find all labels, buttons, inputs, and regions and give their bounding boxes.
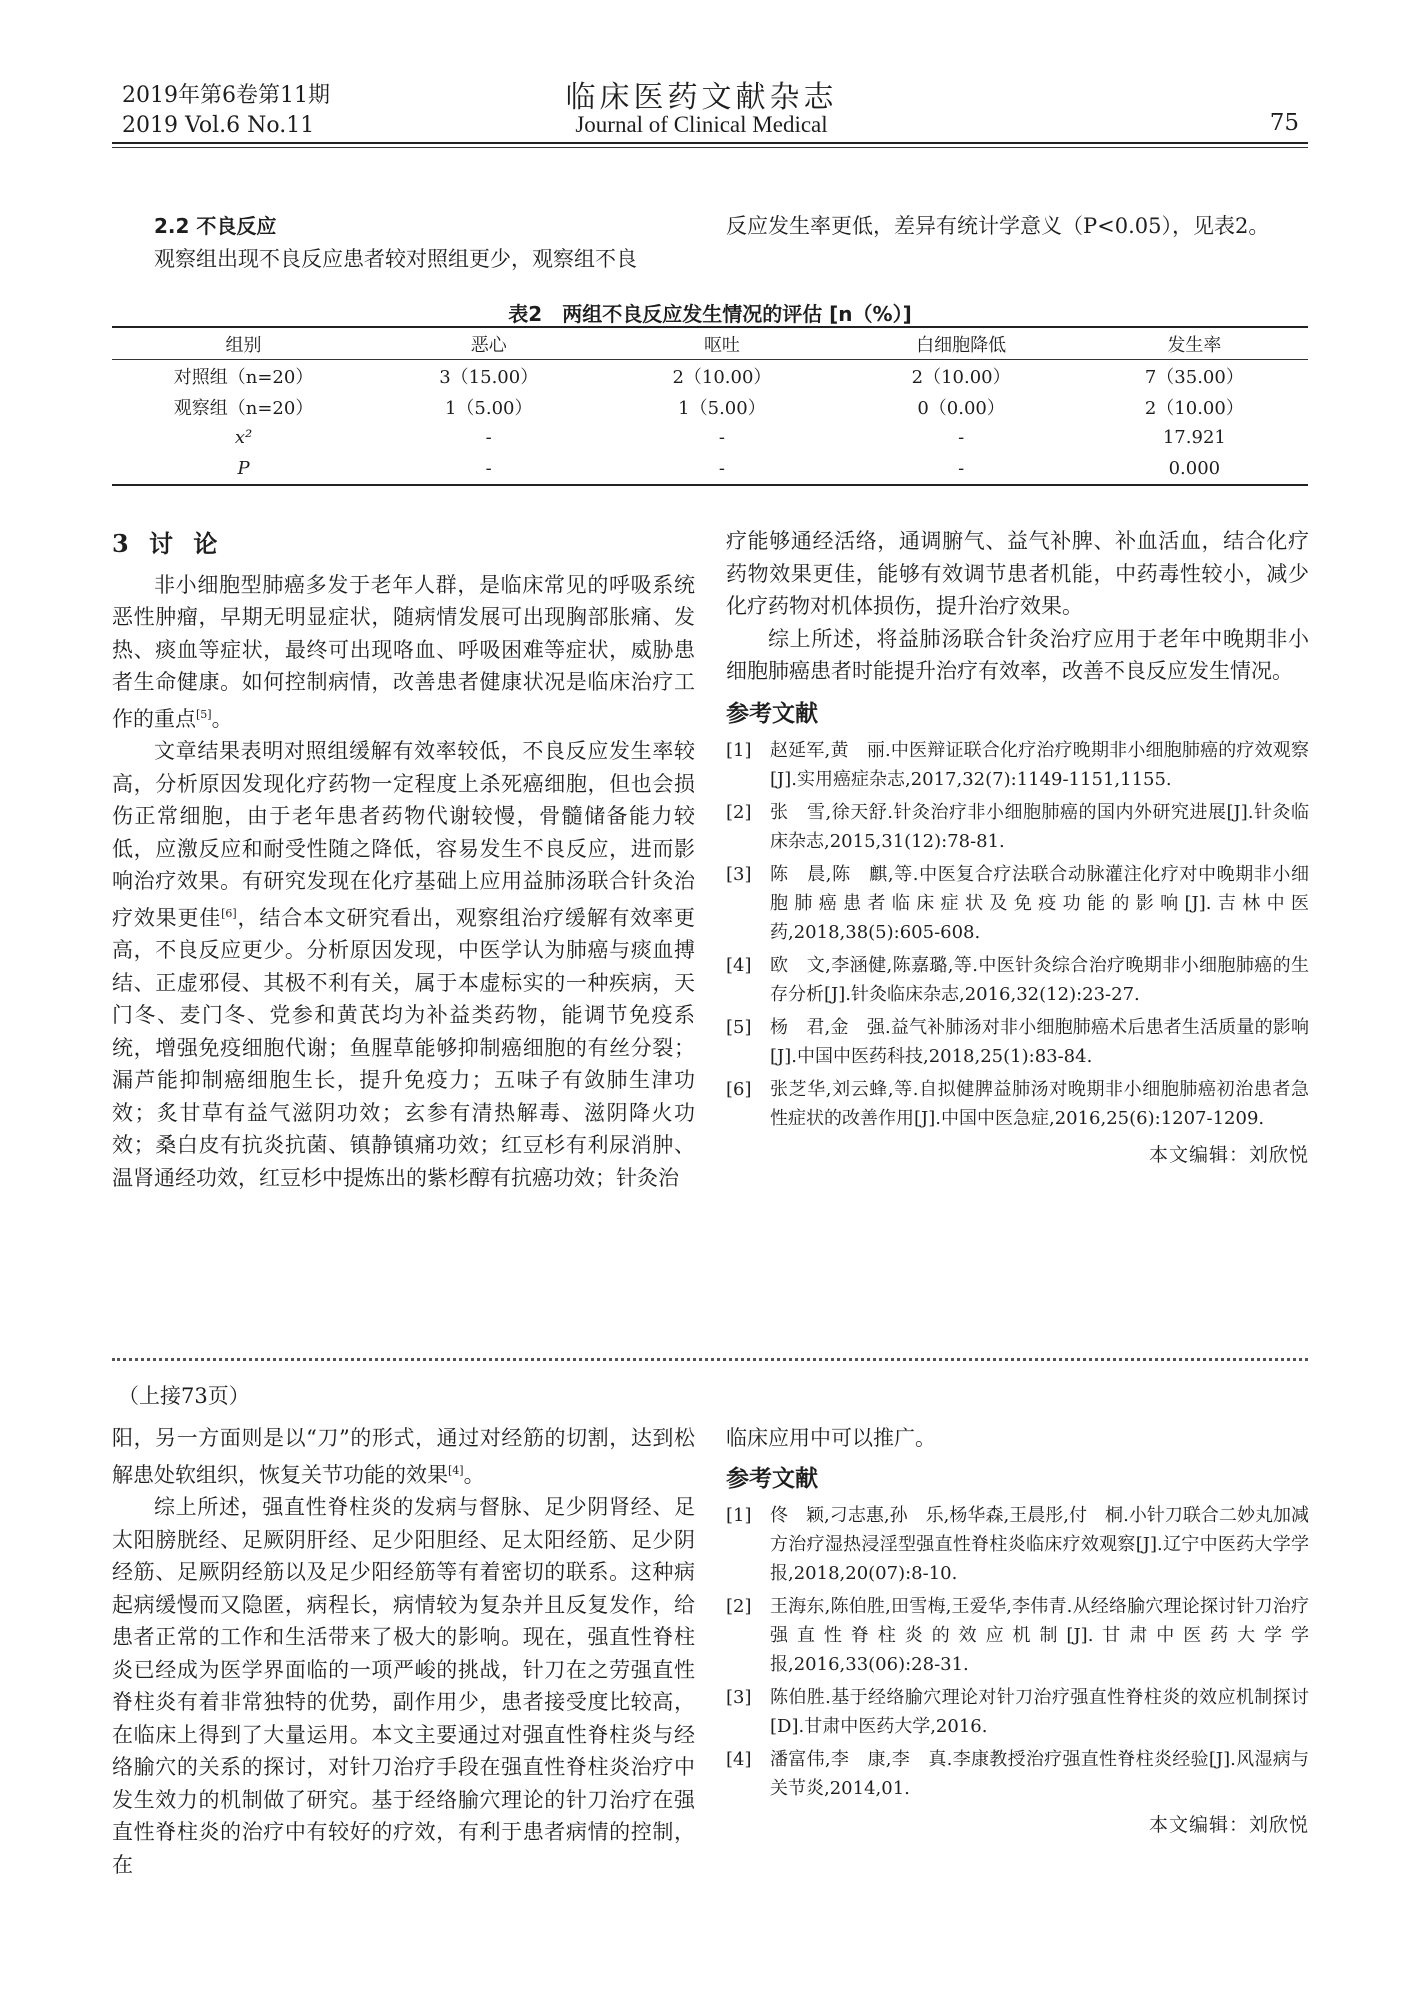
reference-item (726, 736, 1309, 794)
paragraph: 非小细胞型肺癌多发于老年人群，是临床常见的呼吸系统恶性肿瘤，早期无明显症状，随病情发展可出现胸部胀痛、发热、痰血等症状，最终可出现咯血、呼吸困难等症状，威胁患者生命健康。如何控制病情，改善患者健康状况是临床治疗工作的重点[5]。 (112, 572, 695, 731)
citation-marker: [5] (196, 707, 212, 721)
paragraph: 文章结果表明对照组缓解有效率较低，不良反应发生率较高，分析原因发现化疗药物一定程度上杀死癌细胞，但也会损伤正常细胞，由于老年患者药物代谢较慢，骨髓储备能力较低，应激反应和耐受性随之降低，容易发生不良反应，进而影响治疗效果。有研究发现在化疗基础上应用益肺汤联合针灸治疗效果更佳[6]，结合本文研究看出，观察组治疗缓解有效率更高，不良反应更少。分析原因发现，中医学认为肺癌与痰血搏结、正虚邪侵、其极不利有关，属于本虚标实的一种疾病，天门冬、麦门冬、党参和黄芪均为补益类药物，能调节免疫系统，增强免疫细胞代谢；鱼腥草能够抑制癌细胞的有丝分裂；漏芦能抑制癌细胞生长，提升免疫力；五味子有敛肺生津功效；炙甘草有益气滋阴功效；玄参有清热解毒、滋阴降火功效；桑白皮有抗炎抗菌、镇静镇痛功效；红豆杉有利尿消肿、温肾通经功效，红豆杉中提炼出的紫杉醇有抗癌功效；针灸治 (112, 739, 696, 1190)
table-cell: - (485, 458, 492, 479)
reference-item (726, 860, 1309, 947)
table-cell: 0.000 (1168, 458, 1221, 479)
table-cell: 观察组（n=20） (173, 397, 314, 419)
reference-item (726, 798, 1309, 856)
journal-title-cn: 临床医药文献杂志 (565, 80, 838, 115)
issue-cn: 2019年第6卷第11期 (122, 83, 330, 108)
table-cell: 17.921 (1162, 427, 1226, 448)
table-header-cell: 组别 (225, 334, 262, 356)
table-header-cell: 呕吐 (703, 334, 740, 356)
section-2-2-num: 2.2 (154, 214, 190, 238)
table-2 (112, 326, 1308, 486)
table-cell: x² (234, 427, 253, 448)
section-3-title: 3 讨 论 (112, 529, 224, 558)
paragraph: 综上所述，强直性脊柱炎的发病与督脉、足少阴肾经、足太阳膀胱经、足厥阴肝经、足少阳胆经、足太阳经筋、足少阴经筋、足厥阴经筋以及足少阳经筋等有着密切的联系。这种病起病缓慢而又隐匿，病程长，病情较为复杂并且反复发作，给患者正常的工作和生活带来了极大的影响。现在，强直性脊柱炎已经成为医学界面临的一项严峻的挑战，针刀在之劳强直性脊柱炎有着非常独特的优势，副作用少，患者接受度比较高，在临床上得到了大量运用。本文主要通过对强直性脊柱炎与经络腧穴的关系的探讨，对针刀治疗手段在强直性脊柱炎治疗中发生效力的机制做了研究。基于经络腧穴理论的针刀治疗在强直性脊柱炎的治疗中有较好的疗效，有利于患者病情的控制，在 (112, 1495, 695, 1877)
table-cell: - (718, 458, 725, 479)
reference-item (726, 951, 1309, 1009)
reference-text: 赵延军,黄 丽.中医辩证联合化疗治疗晚期非小细胞肺癌的疗效观察[J].实用癌症杂志,2017,32(7):1149-1151,1155. (770, 740, 1309, 790)
reference-item (726, 1075, 1309, 1133)
section-3-left-column (112, 528, 695, 1194)
reference-text: 潘富伟,李 康,李 真.李康教授治疗强直性脊柱炎经验[J].风湿病与关节炎,2014,01. (770, 1749, 1309, 1799)
table-cell: 3（15.00） (439, 366, 539, 388)
table-cell: 2（10.00） (911, 366, 1011, 388)
table-cell: P (237, 458, 250, 479)
reference-num: [1] (726, 1505, 752, 1526)
table-header-cell: 白细胞降低 (916, 334, 1007, 356)
header-rule (112, 142, 1308, 144)
section-3-right-column (726, 525, 1309, 1172)
reference-item (726, 1013, 1309, 1071)
table-row (112, 453, 1308, 485)
reference-text: 张芝华,刘云蜂,等.自拟健脾益肺汤对晚期非小细胞肺癌初治患者急性症状的改善作用[J].中国中医急症,2016,25(6):1207-1209. (770, 1079, 1309, 1129)
reference-list (726, 736, 1309, 1133)
continued-right-column (726, 1422, 1309, 1842)
editor-credit: 本文编辑：刘欣悦 (1148, 1144, 1309, 1166)
table-cell: 对照组（n=20） (173, 366, 314, 388)
section-2-2-left (112, 210, 695, 275)
table-header-row (112, 327, 1308, 360)
editor-credit: 本文编辑：刘欣悦 (1148, 1814, 1309, 1836)
reference-item (726, 1683, 1309, 1741)
table-cell: 0（0.00） (917, 397, 1005, 419)
paragraph: 临床应用中可以推广。 (726, 1426, 936, 1450)
table-header-cell: 恶心 (470, 334, 507, 356)
table-cell: 2（10.00） (672, 366, 772, 388)
table-cell: - (485, 427, 492, 448)
paragraph: 疗能够通经活络，通调腑气、益气补脾、补血活血，结合化疗药物效果更佳，能够有效调节患者机能，中药毒性较小，减少化疗药物对机体损伤，提升治疗效果。 (726, 529, 1309, 618)
continued-left-column (112, 1422, 695, 1881)
section-2-2-title (154, 210, 695, 243)
citation-marker: [6] (221, 906, 237, 920)
table-row (112, 391, 1308, 422)
reference-num: [2] (726, 802, 752, 823)
reference-text: 陈伯胜.基于经络腧穴理论对针刀治疗强直性脊柱炎的效应机制探讨[D].甘肃中医药大学,2016. (770, 1687, 1309, 1737)
reference-list (726, 1501, 1309, 1803)
reference-num: [6] (726, 1079, 752, 1100)
paragraph: 综上所述，将益肺汤联合针灸治疗应用于老年中晚期非小细胞肺癌患者时能提升治疗有效率，改善不良反应发生情况。 (726, 626, 1309, 683)
header-rule-thin (112, 147, 1308, 148)
reference-text: 欧 文,李涵健,陈嘉璐,等.中医针灸综合治疗晚期非小细胞肺癌的生存分析[J].针灸临床杂志,2016,32(12):23-27. (770, 955, 1309, 1005)
section-2-2-text-left: 观察组出现不良反应患者较对照组更少，观察组不良 (154, 246, 637, 271)
table-cell: 7（35.00） (1144, 366, 1244, 388)
continued-label: （上接73页） (118, 1384, 250, 1408)
reference-num: [3] (726, 1687, 752, 1708)
reference-num: [4] (726, 955, 752, 976)
page-number: 75 (1269, 110, 1299, 136)
reference-item (726, 1745, 1309, 1803)
table-cell: - (958, 458, 965, 479)
reference-text: 陈 晨,陈 麒,等.中医复合疗法联合动脉灌注化疗对中晚期非小细胞肺癌患者临床症状及免疫功能的影响[J].吉林中医药,2018,38(5):605-608. (770, 864, 1309, 943)
table-cell: 1（5.00） (678, 397, 766, 419)
table-header-cell: 发生率 (1167, 334, 1222, 356)
table-cell: 1（5.00） (444, 397, 533, 419)
table-cell: - (958, 427, 965, 448)
citation-marker: [4] (448, 1463, 464, 1477)
reference-num: [5] (726, 1017, 752, 1038)
section-divider (112, 1358, 1308, 1361)
journal-title-en: Journal of Clinical Medical (575, 112, 828, 137)
reference-text: 张 雪,徐天舒.针灸治疗非小细胞肺癌的国内外研究进展[J].针灸临床杂志,2015,31(12):78-81. (770, 802, 1309, 852)
references-title: 参考文献 (726, 1465, 818, 1492)
section-2-2-right (726, 210, 1309, 243)
table-cell: 2（10.00） (1144, 397, 1244, 419)
paragraph: 阳，另一方面则是以“刀”的形式，通过对经筋的切割，达到松解患处软组织，恢复关节功能的效果[4]。 (112, 1426, 695, 1487)
table-row (112, 360, 1308, 392)
reference-item (726, 1592, 1309, 1679)
table-cell: - (718, 427, 725, 448)
table-row (112, 422, 1308, 453)
reference-item (726, 1501, 1309, 1588)
issue-en: 2019 Vol.6 No.11 (122, 113, 315, 138)
references-title: 参考文献 (726, 700, 818, 727)
reference-num: [2] (726, 1596, 752, 1617)
reference-num: [4] (726, 1749, 752, 1770)
reference-text: 杨 君,金 强.益气补肺汤对非小细胞肺癌术后患者生活质量的影响[J].中国中医药科技,2018,25(1):83-84. (770, 1017, 1309, 1067)
reference-num: [3] (726, 864, 752, 885)
section-2-2-text-right: 反应发生率更低，差异有统计学意义（P<0.05），见表2。 (726, 214, 1270, 238)
reference-num: [1] (726, 740, 752, 761)
reference-text: 王海东,陈伯胜,田雪梅,王爱华,李伟青.从经络腧穴理论探讨针刀治疗强直性脊柱炎的效应机制[J].甘肃中医药大学学报,2016,33(06):28-31. (770, 1596, 1309, 1675)
reference-text: 佟 颖,刁志惠,孙 乐,杨华森,王晨彤,付 桐.小针刀联合二妙丸加减方治疗湿热浸淫型强直性脊柱炎临床疗效观察[J].辽宁中医药大学学报,2018,20(07):8-10. (770, 1505, 1309, 1584)
section-2-2-label: 不良反应 (196, 214, 277, 238)
table-caption: 表2 两组不良反应发生情况的评估 [n（%）] (508, 302, 912, 326)
